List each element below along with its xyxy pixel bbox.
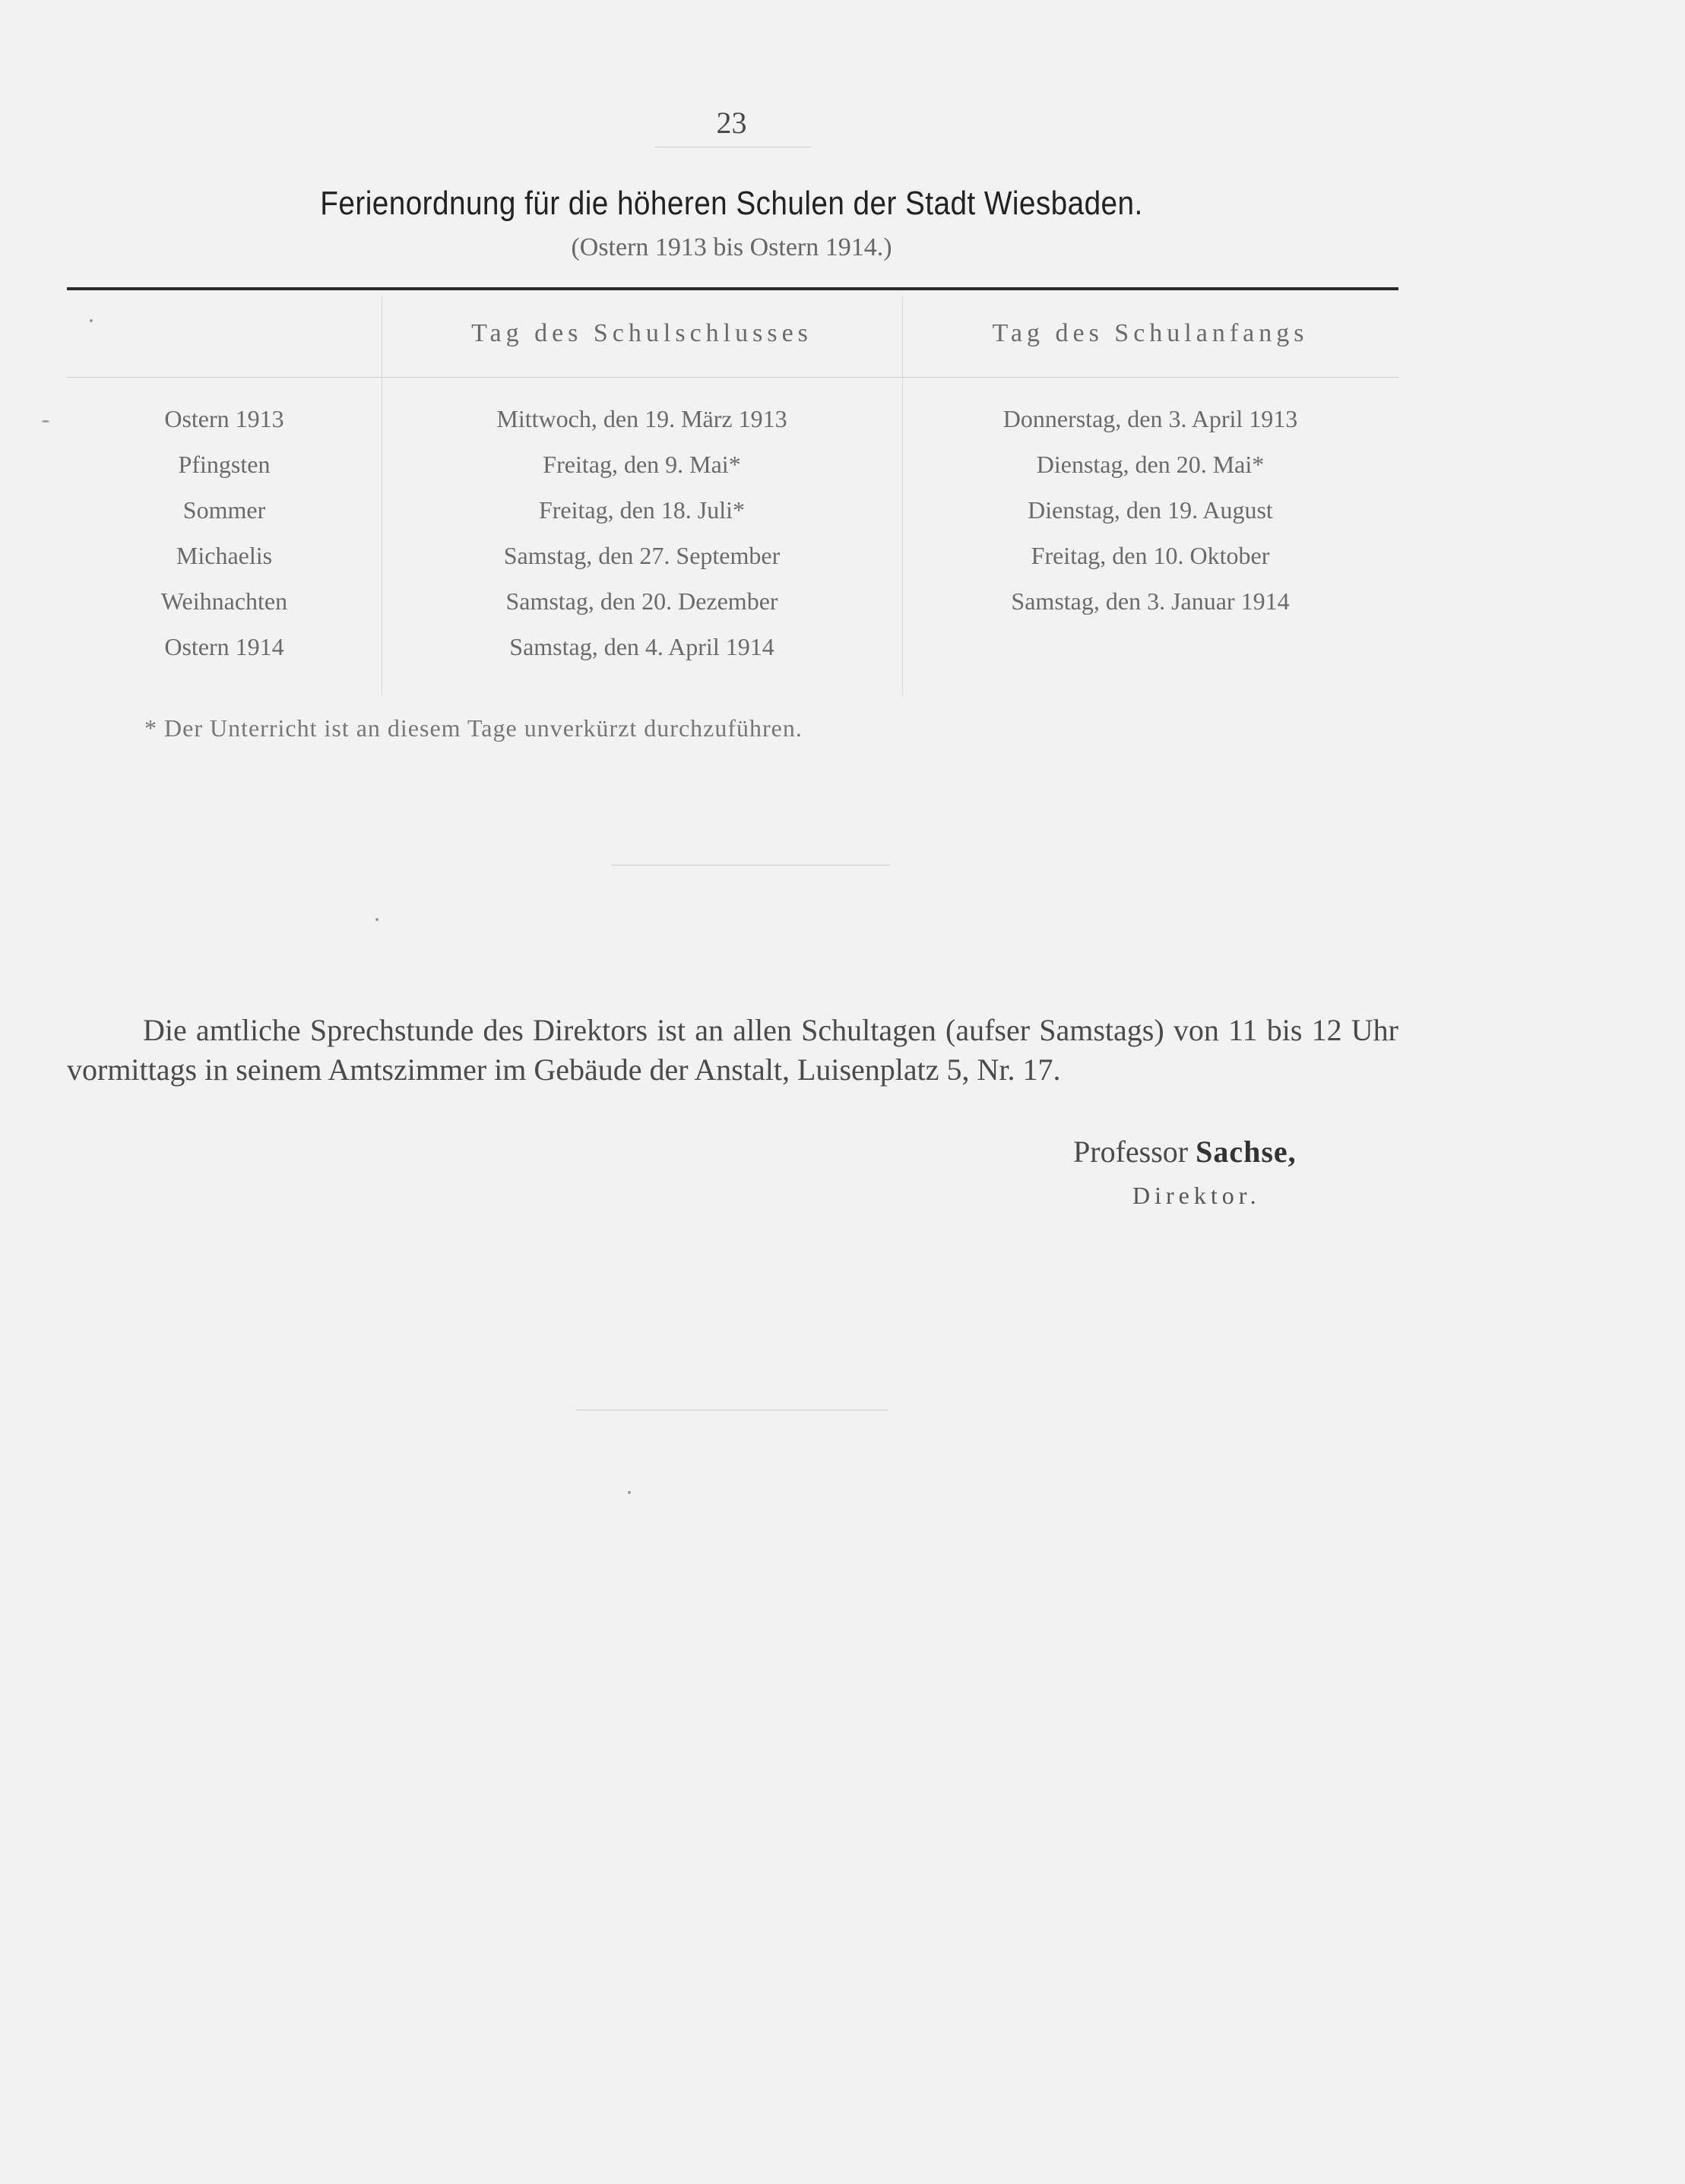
print-speck	[375, 918, 378, 921]
header-school-end: Tag des Schulschlusses	[471, 319, 812, 347]
table-header-rule	[67, 377, 1398, 378]
print-speck	[628, 1491, 631, 1494]
section-separator-1	[612, 865, 890, 866]
holiday-name: Weihnachten	[160, 587, 288, 615]
school-end-date: Samstag, den 27. September	[503, 542, 781, 569]
page-number: 23	[716, 106, 747, 140]
school-end-date: Mittwoch, den 19. März 1913	[496, 405, 787, 432]
holiday-name: Michaelis	[176, 542, 273, 569]
school-start-date: Samstag, den 3. Januar 1914	[1011, 587, 1290, 615]
signature-name: Sachse,	[1196, 1135, 1297, 1169]
holiday-name: Sommer	[182, 496, 266, 524]
school-end-date: Freitag, den 9. Mai*	[543, 451, 741, 478]
page-subtitle: (Ostern 1913 bis Ostern 1914.)	[571, 233, 892, 261]
school-start-date: Dienstag, den 19. August	[1028, 496, 1273, 524]
holiday-name: Ostern 1914	[164, 633, 284, 660]
print-speck	[90, 319, 93, 322]
school-start-date: Donnerstag, den 3. April 1913	[1002, 405, 1298, 432]
school-end-date: Freitag, den 18. Juli*	[538, 496, 746, 524]
school-end-date: Samstag, den 4. April 1914	[509, 633, 774, 660]
header-school-start: Tag des Schulanfangs	[992, 319, 1309, 347]
office-hours-paragraph: Die amtliche Sprechstunde des Direktors ist an allen Schultagen (aufser Samstags) von 11 bis 12 Uhr vormittags in seinem Amtszimmer im Gebäude der Anstalt, Luisenplatz 5, Nr. 17.	[67, 1013, 1398, 1087]
school-start-date: Dienstag, den 20. Mai*	[1036, 451, 1265, 478]
signature-role: Direktor.	[1132, 1182, 1261, 1209]
table-top-rule	[67, 287, 1398, 290]
school-end-date: Samstag, den 20. Dezember	[505, 587, 778, 615]
holiday-name: Pfingsten	[178, 451, 271, 478]
holiday-name: Ostern 1913	[164, 405, 284, 432]
table-footnote: * Der Unterricht ist an diesem Tage unverkürzt durchzuführen.	[144, 714, 803, 742]
signature	[1073, 1134, 1297, 1170]
signature-title: Professor	[1073, 1135, 1189, 1169]
print-speck	[42, 420, 49, 423]
school-start-date: Freitag, den 10. Oktober	[1031, 542, 1270, 569]
page-title: Ferienordnung für die höheren Schulen der Stadt Wiesbaden.	[320, 185, 1143, 222]
